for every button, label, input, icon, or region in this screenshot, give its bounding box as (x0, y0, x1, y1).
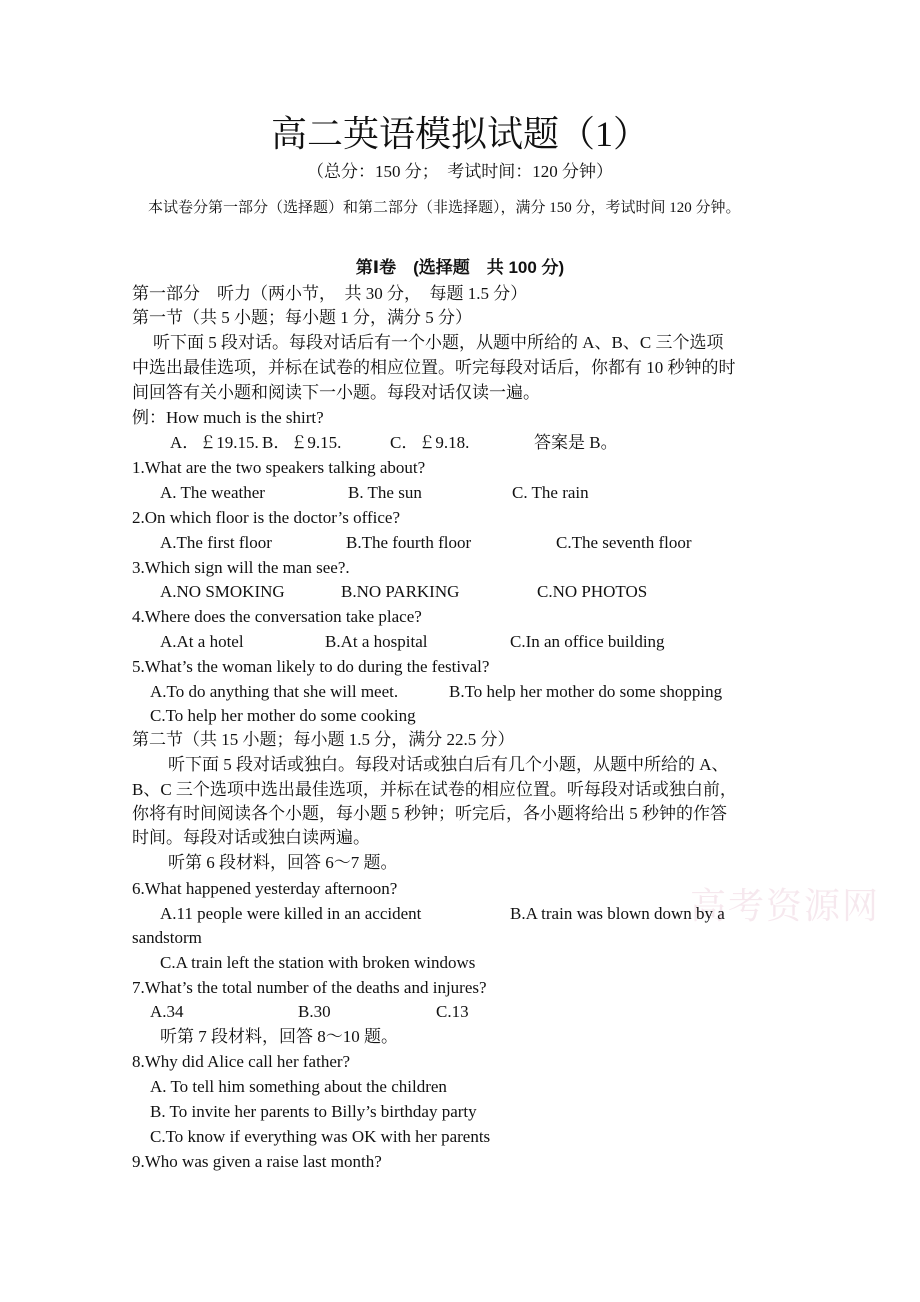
material-heading: 听第 6 段材料，回答 6～7 题。 (168, 853, 398, 872)
question: 4.Where does the conversation take place? (132, 607, 422, 626)
page-title: 高二英语模拟试题（1） (270, 114, 649, 154)
option-continued: sandstorm (132, 928, 202, 947)
option: C.To know if everything was OK with her parents (150, 1127, 491, 1146)
question: 6.What happened yesterday afternoon? (132, 879, 398, 898)
option: B.At a hospital (325, 632, 428, 651)
section2-heading: 第二节（共 15 小题；每小题 1.5 分，满分 22.5 分） (132, 730, 515, 749)
option: C.13 (436, 1002, 469, 1021)
section1-heading: 第一节（共 5 小题；每小题 1 分，满分 5 分） (132, 308, 472, 327)
instruction-line: B、C 三个选项中选出最佳选项，并标在试卷的相应位置。听每段对话或独白前， (132, 780, 737, 799)
option: C.To help her mother do some cooking (150, 706, 416, 725)
option: A.To do anything that she will meet. (150, 682, 399, 701)
option: C.NO PHOTOS (537, 582, 648, 601)
option: B.30 (298, 1002, 331, 1021)
instruction-line: 听下面 5 段对话或独白。每段对话或独白后有几个小题，从题中所给的 A、 (168, 755, 729, 774)
option: B.A train was blown down by a (510, 904, 725, 923)
question: 5.What’s the woman likely to do during the festival? (132, 657, 490, 676)
option: B. The sun (348, 483, 422, 502)
option: C.A train left the station with broken windows (160, 953, 476, 972)
instruction-line: 中选出最佳选项，并标在试卷的相应位置。听完每段对话后，你都有 10 秒钟的时 (132, 358, 736, 377)
option: B.The fourth floor (346, 533, 472, 552)
instruction-line: 时间。每段对话或独白读两遍。 (132, 828, 370, 847)
exam-note: 本试卷分第一部分（选择题）和第二部分（非选择题），满分 150 分，考试时间 120 分钟。 (148, 200, 741, 216)
example-option-b: B．￡9.15. (262, 433, 342, 452)
option: B. To invite her parents to Billy’s birthday party (150, 1102, 477, 1121)
example-option-c: C．￡9.18. (390, 433, 470, 452)
subtitle: （总分：150 分； 考试时间：120 分钟） (307, 162, 613, 181)
material-heading: 听第 7 段材料，回答 8～10 题。 (160, 1027, 398, 1046)
instruction-line: 间回答有关小题和阅读下一小题。每段对话仅读一遍。 (132, 383, 540, 402)
question: 9.Who was given a raise last month? (132, 1152, 382, 1171)
part1-heading: 第一部分 听力（两小节， 共 30 分， 每题 1.5 分） (132, 284, 528, 303)
option: A.At a hotel (160, 632, 244, 651)
option: B.NO PARKING (341, 582, 460, 601)
question: 8.Why did Alice call her father? (132, 1052, 351, 1071)
question: 2.On which floor is the doctor’s office? (132, 508, 400, 527)
volume-heading: 第Ⅰ卷 (选择题 共 100 分) (355, 258, 565, 277)
question: 3.Which sign will the man see?. (132, 558, 350, 577)
option: A. The weather (160, 483, 265, 502)
option: A.The first floor (160, 533, 272, 552)
example-question: 例：How much is the shirt? (132, 408, 324, 427)
example-answer: 答案是 B。 (534, 433, 618, 452)
watermark: 高考资源网 (690, 886, 881, 926)
instruction-line: 你将有时间阅读各个小题，每小题 5 秒钟；听完后，各小题将给出 5 秒钟的作答 (132, 804, 727, 823)
option: B.To help her mother do some shopping (449, 682, 723, 701)
option: C.In an office building (510, 632, 665, 651)
option: C.The seventh floor (556, 533, 692, 552)
option: A.34 (150, 1002, 184, 1021)
option: A.11 people were killed in an accident (160, 904, 422, 923)
option: A.NO SMOKING (160, 582, 285, 601)
example-option-a: A．￡19.15. (170, 433, 259, 452)
question: 1.What are the two speakers talking about? (132, 458, 426, 477)
option: A. To tell him something about the children (150, 1077, 447, 1096)
instruction-line: 听下面 5 段对话。每段对话后有一个小题，从题中所给的 A、B、C 三个选项 (153, 333, 724, 352)
question: 7.What’s the total number of the deaths and injures? (132, 978, 487, 997)
option: C. The rain (512, 483, 589, 502)
